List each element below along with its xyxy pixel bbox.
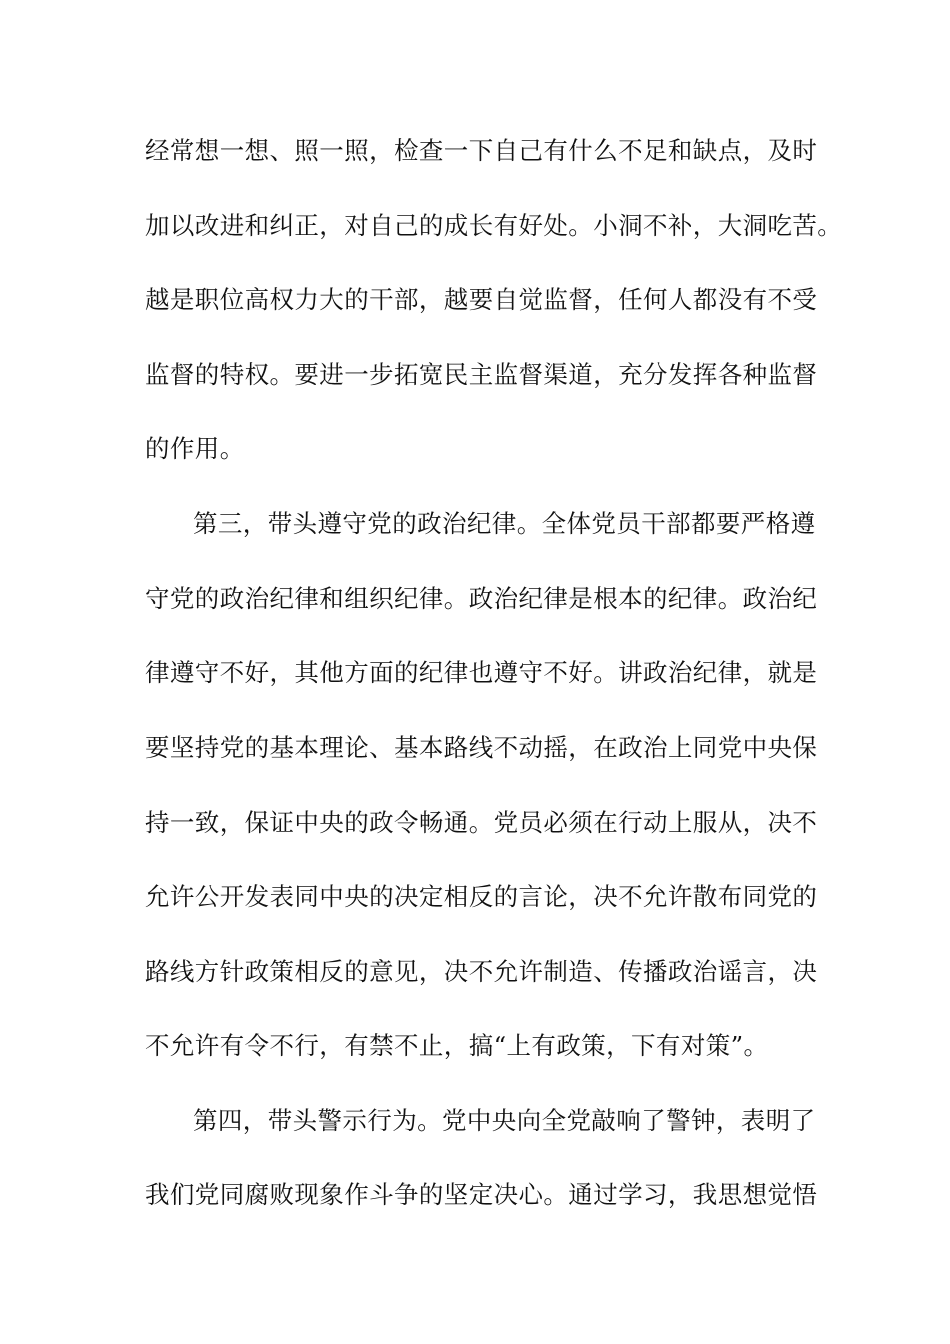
text-line: 监督的特权。要进一步拓宽民主监督渠道，充分发挥各种监督	[145, 360, 818, 389]
text-line: 经常想一想、照一照，检查一下自己有什么不足和缺点，及时	[145, 136, 818, 165]
text-line: 越是职位高权力大的干部，越要自觉监督，任何人都没有不受	[145, 285, 818, 314]
text-line: 我们党同腐败现象作斗争的坚定决心。通过学习，我思想觉悟	[145, 1180, 818, 1209]
paragraph-start-line: 第四，带头警示行为。党中央向全党敲响了警钟，表明了	[193, 1106, 816, 1135]
text-line: 允许公开发表同中央的决定相反的言论，决不允许散布同党的	[145, 882, 818, 911]
text-line: 律遵守不好，其他方面的纪律也遵守不好。讲政治纪律，就是	[145, 658, 818, 687]
text-line: 不允许有令不行，有禁不止，搞“上有政策，下有对策”。	[145, 1031, 769, 1060]
text-line: 路线方针政策相反的意见，决不允许制造、传播政治谣言，决	[145, 957, 818, 986]
text-line: 守党的政治纪律和组织纪律。政治纪律是根本的纪律。政治纪	[145, 584, 818, 613]
text-line: 持一致，保证中央的政令畅通。党员必须在行动上服从，决不	[145, 808, 818, 837]
paragraph-start-line: 第三，带头遵守党的政治纪律。全体党员干部都要严格遵	[193, 509, 816, 538]
text-line: 加以改进和纠正，对自己的成长有好处。小洞不补，大洞吃苦。	[145, 211, 843, 240]
text-line: 的作用。	[145, 434, 245, 463]
text-line: 要坚持党的基本理论、基本路线不动摇，在政治上同党中央保	[145, 733, 818, 762]
